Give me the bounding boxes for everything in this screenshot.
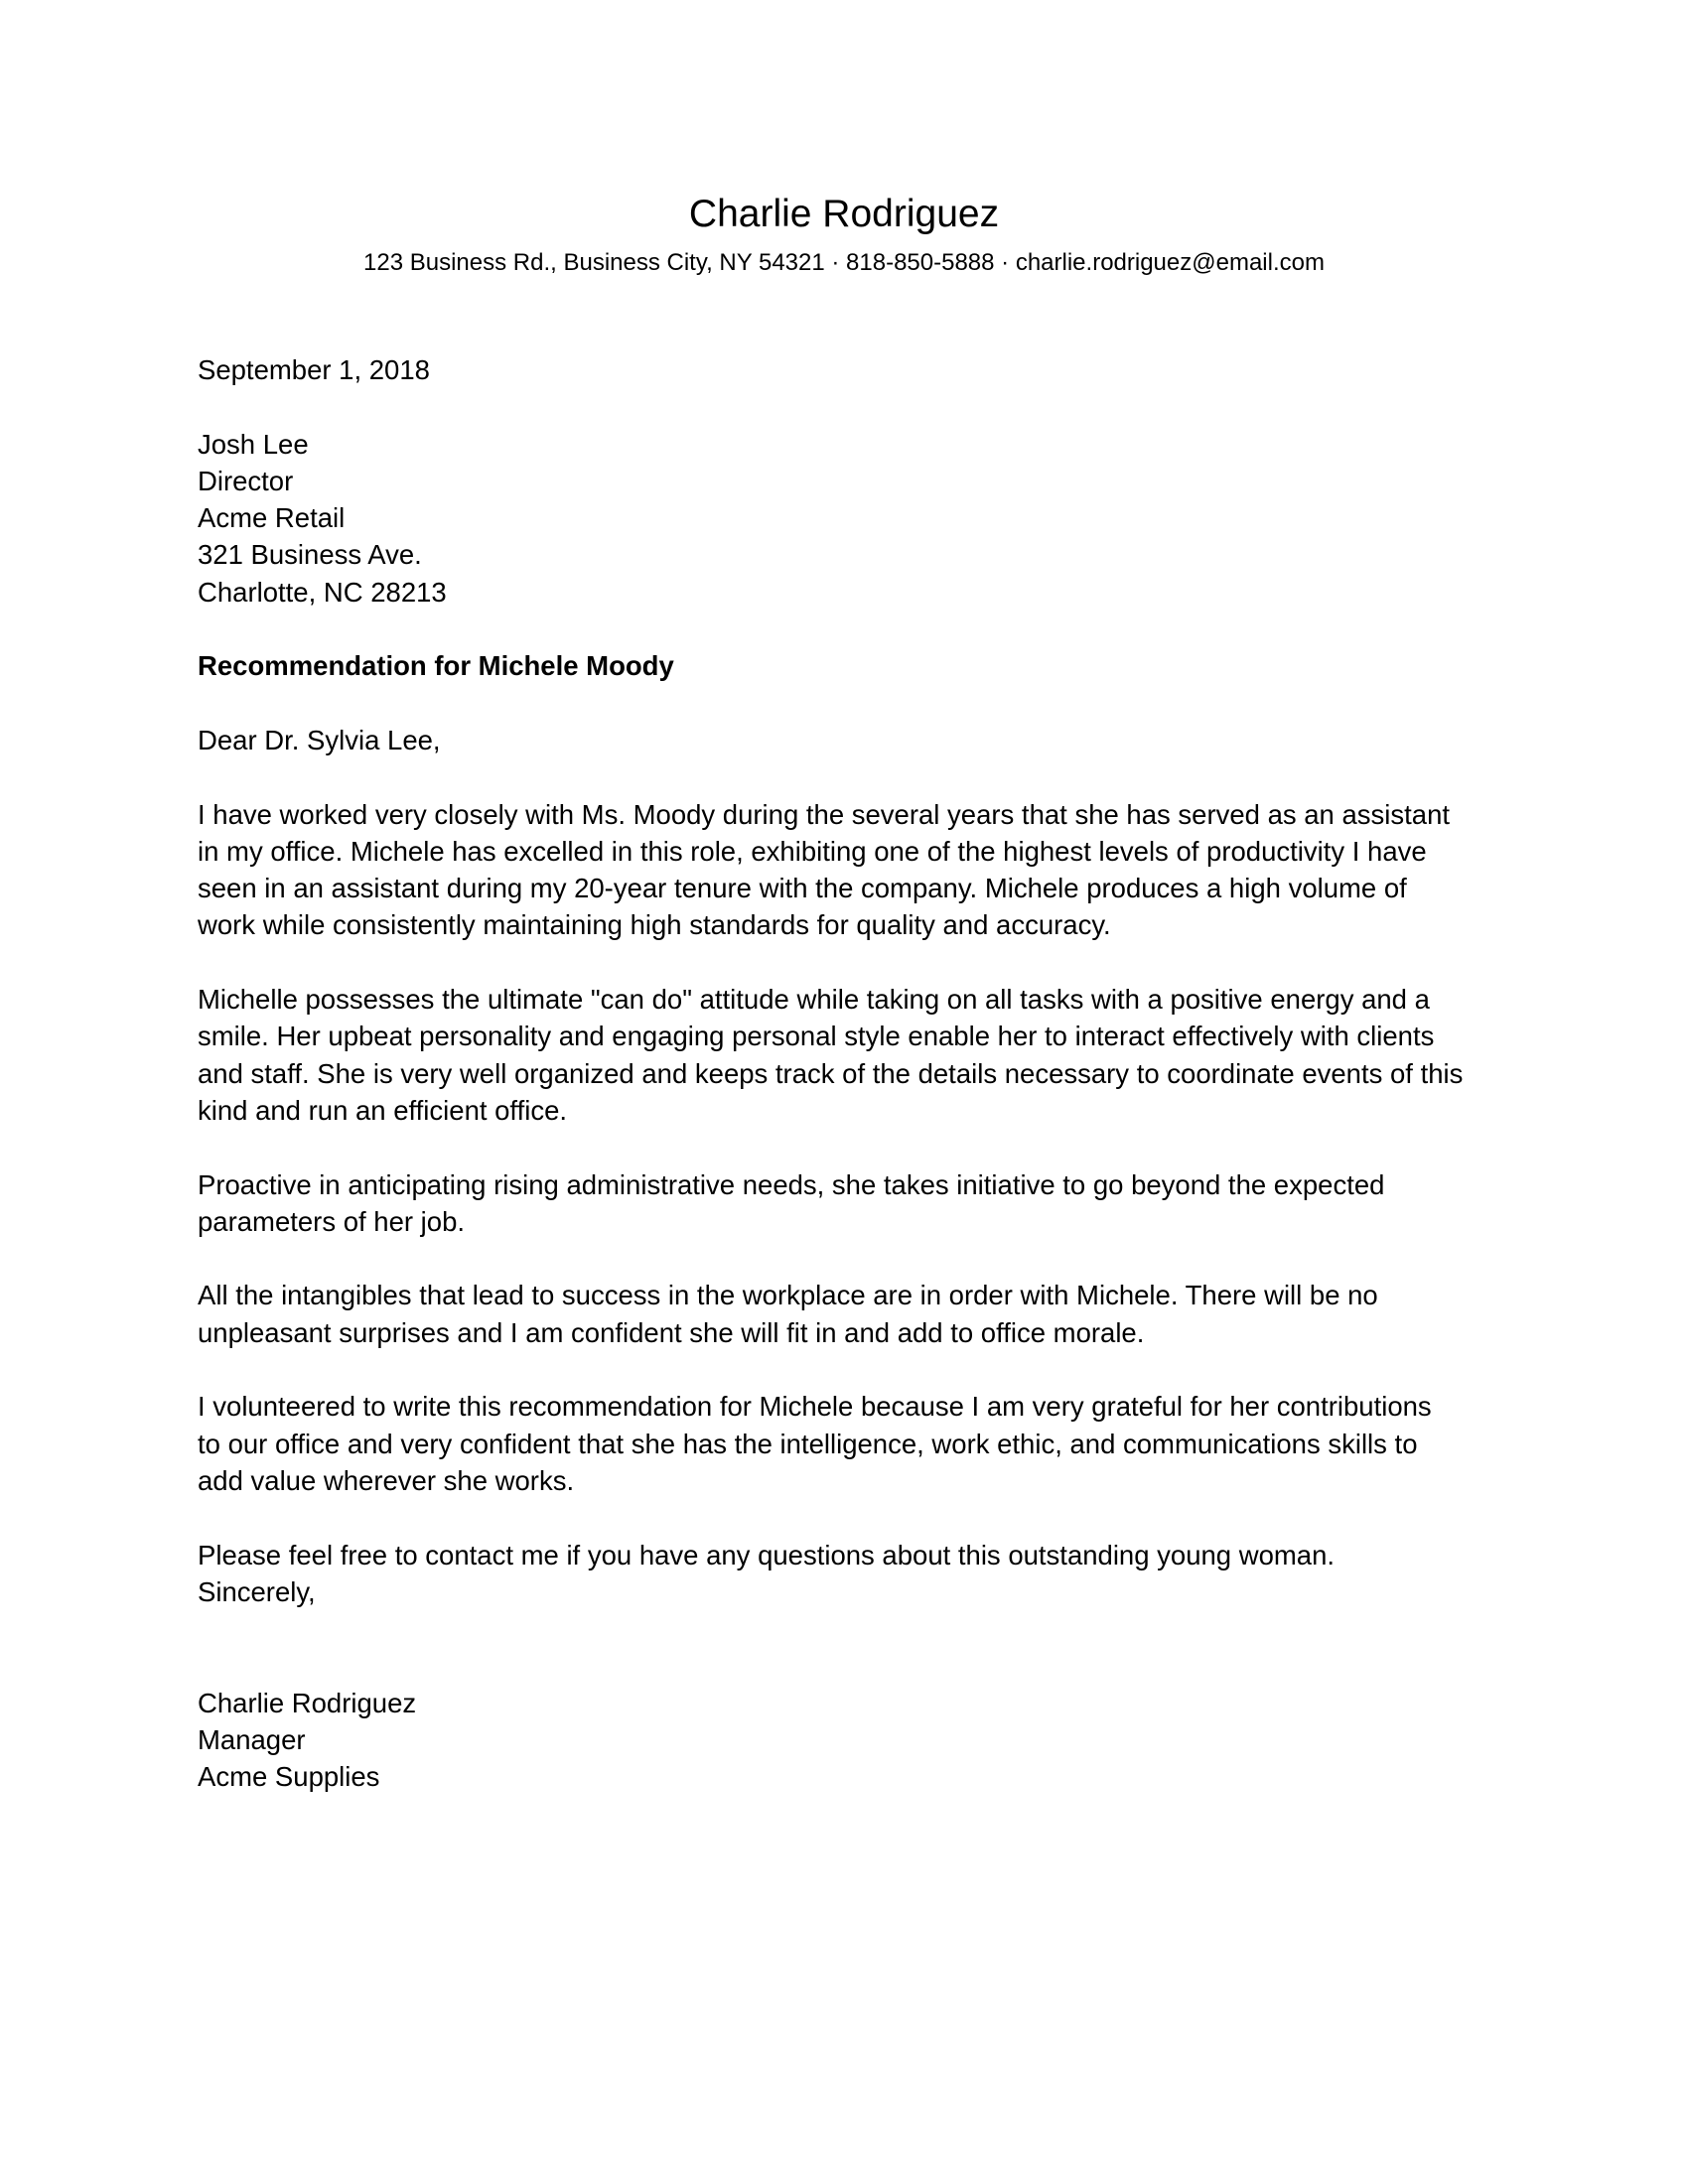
paragraph-line: kind and run an efficient office. — [198, 1094, 568, 1126]
closing-text: Sincerely, — [198, 1575, 316, 1607]
letter-date — [198, 351, 1498, 388]
sender-name: Charlie Rodriguez — [688, 193, 1000, 235]
recipient-title: Director — [198, 465, 294, 496]
recipient-company: Acme Retail — [198, 502, 346, 534]
paragraph-line: unpleasant surprises and I am confident she will fit in and add to office morale. — [198, 1316, 1145, 1348]
paragraph-5 — [198, 1388, 1498, 1499]
closing-line: Please feel free to contact me if you have any questions about this outstanding young woman. — [198, 1539, 1336, 1570]
recipient-address-block — [198, 426, 1498, 611]
paragraph-line: and staff. She is very well organized and keeps track of the details necessary to coordinate events of this — [198, 1057, 1464, 1089]
paragraph-3 — [198, 1166, 1498, 1241]
paragraph-line: smile. Her upbeat personality and engaging personal style enable her to interact effectively with clients — [198, 1021, 1435, 1052]
closing-block — [198, 1537, 1498, 1611]
paragraph-4 — [198, 1277, 1498, 1351]
letter-body — [198, 351, 1498, 1833]
recipient-city: Charlotte, NC 28213 — [198, 576, 447, 608]
signature-block — [198, 1685, 1498, 1796]
paragraph-line: parameters of her job. — [198, 1205, 466, 1237]
signature-company: Acme Supplies — [198, 1761, 380, 1793]
salutation — [198, 722, 1498, 758]
paragraph-line: Michelle possesses the ultimate "can do" attitude while taking on all tasks with a positive energy and a — [198, 984, 1430, 1016]
sender-contact-line: 123 Business Rd., Business City, NY 54321 · 818-850-5888 · charlie.rodriguez@email.com — [363, 249, 1325, 276]
signature-name: Charlie Rodriguez — [198, 1687, 417, 1718]
paragraph-line: All the intangibles that lead to success in the workplace are in order with Michele. There will be no — [198, 1280, 1378, 1311]
paragraph-line: I volunteered to write this recommendation for Michele because I am very grateful for her contributions — [198, 1391, 1432, 1423]
paragraph-2 — [198, 981, 1498, 1129]
signature-title: Manager — [198, 1723, 306, 1755]
paragraph-line: seen in an assistant during my 20-year tenure with the company. Michele produces a high volume of — [198, 873, 1407, 904]
paragraph-line: in my office. Michele has excelled in this role, exhibiting one of the highest levels of productivity I have — [198, 835, 1427, 867]
paragraph-line: add value wherever she works. — [198, 1464, 575, 1496]
paragraph-line: to our office and very confident that she has the intelligence, work ethic, and communications skills to — [198, 1428, 1418, 1459]
date-text: September 1, 2018 — [198, 354, 430, 385]
salutation-text: Dear Dr. Sylvia Lee, — [198, 724, 441, 755]
paragraph-line: work while consistently maintaining high standards for quality and accuracy. — [198, 909, 1111, 941]
recipient-street: 321 Business Ave. — [198, 539, 422, 571]
paragraph-line: I have worked very closely with Ms. Moody during the several years that she has served as an assistant — [198, 798, 1451, 830]
signature-space — [198, 1610, 1498, 1685]
subject-text: Recommendation for Michele Moody — [198, 650, 674, 682]
paragraph-1 — [198, 796, 1498, 944]
subject-line — [198, 647, 1498, 684]
paragraph-line: Proactive in anticipating rising administrative needs, she takes initiative to go beyond the expected — [198, 1168, 1385, 1200]
recipient-name: Josh Lee — [198, 428, 309, 460]
